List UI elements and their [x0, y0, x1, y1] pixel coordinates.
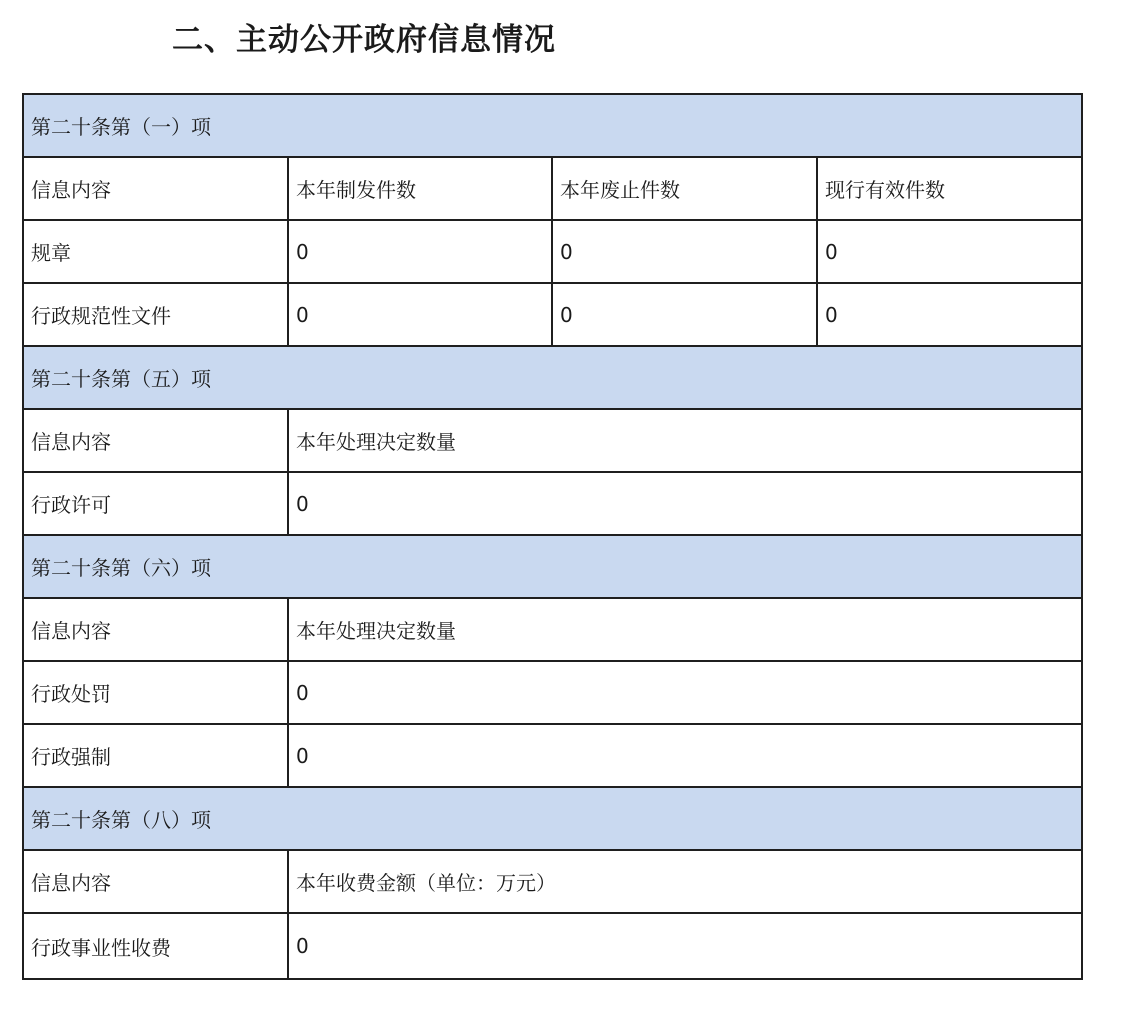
col-header-abolished: 本年废止件数: [552, 157, 817, 220]
column-header-row: [23, 409, 1082, 472]
cell-value: 0: [288, 724, 1082, 787]
row-label: 行政许可: [23, 472, 288, 535]
column-header-row: [23, 850, 1082, 913]
col-header-fee-amount: 本年收费金额（单位：万元）: [288, 850, 1082, 913]
cell-abolished: 0: [552, 283, 817, 346]
cell-valid: 0: [817, 283, 1082, 346]
section-header-row: [23, 787, 1082, 850]
row-label: 行政强制: [23, 724, 288, 787]
section-header-row: [23, 535, 1082, 598]
section-header-5: 第二十条第（五）项: [23, 346, 1082, 409]
section-header-8: 第二十条第（八）项: [23, 787, 1082, 850]
section-header-1: 第二十条第（一）项: [23, 94, 1082, 157]
row-label: 行政事业性收费: [23, 913, 288, 979]
cell-abolished: 0: [552, 220, 817, 283]
table-row: [23, 220, 1082, 283]
row-label: 行政处罚: [23, 661, 288, 724]
col-header-content: 信息内容: [23, 598, 288, 661]
section-header-row: [23, 346, 1082, 409]
table-row: [23, 472, 1082, 535]
cell-issued: 0: [288, 220, 552, 283]
row-label: 行政规范性文件: [23, 283, 288, 346]
row-label: 规章: [23, 220, 288, 283]
section-header-6: 第二十条第（六）项: [23, 535, 1082, 598]
col-header-issued: 本年制发件数: [288, 157, 552, 220]
table-row: [23, 913, 1082, 979]
disclosure-table: [22, 93, 1083, 980]
col-header-content: 信息内容: [23, 850, 288, 913]
cell-value: 0: [288, 472, 1082, 535]
cell-valid: 0: [817, 220, 1082, 283]
col-header-content: 信息内容: [23, 409, 288, 472]
table-row: [23, 724, 1082, 787]
column-header-row: [23, 157, 1082, 220]
col-header-valid: 现行有效件数: [817, 157, 1082, 220]
cell-value: 0: [288, 661, 1082, 724]
section-header-row: [23, 94, 1082, 157]
col-header-decisions: 本年处理决定数量: [288, 409, 1082, 472]
cell-value: 0: [288, 913, 1082, 979]
column-header-row: [23, 598, 1082, 661]
table-row: [23, 283, 1082, 346]
cell-issued: 0: [288, 283, 552, 346]
col-header-decisions: 本年处理决定数量: [288, 598, 1082, 661]
page-title: 二、主动公开政府信息情况: [172, 22, 556, 58]
col-header-content: 信息内容: [23, 157, 288, 220]
table-row: [23, 661, 1082, 724]
